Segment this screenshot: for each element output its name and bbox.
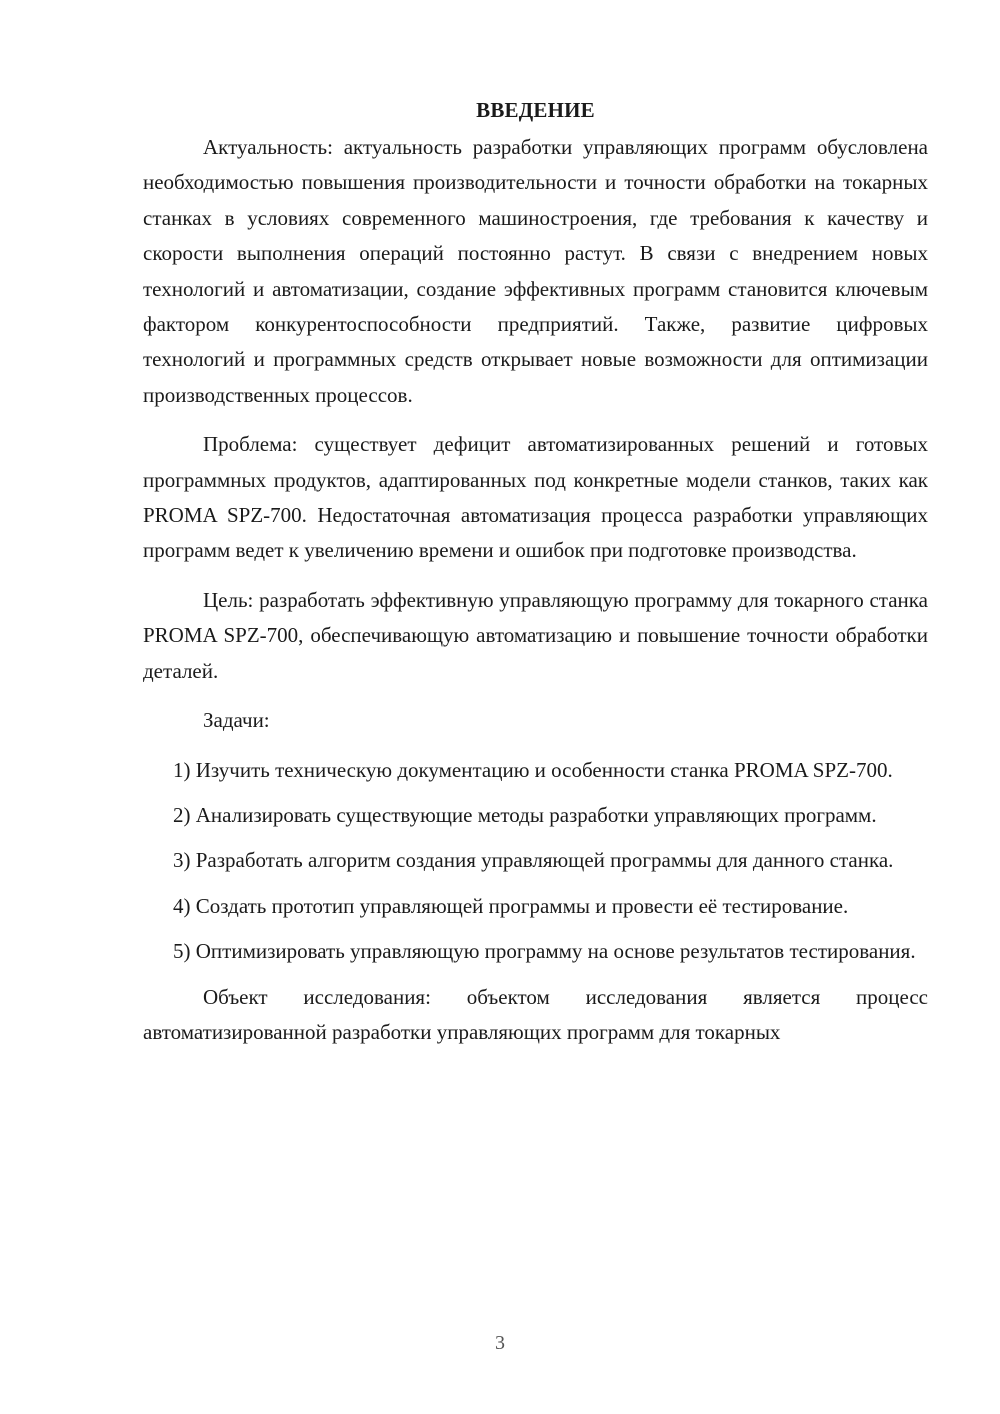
tasks-list — [143, 753, 928, 970]
paragraph-relevance: Актуальность: актуальность разработки управляющих программ обусловлена необходимостью повышения производительности и точности обработки на токарных станках в условиях современного машиностроения, где требования к качеству и скорости выполнения операций постоянно растут. В связи с внедрением новых технологий и автоматизации, создание эффективных программ становится ключевым фактором конкурентоспособности предприятий. Также, развитие цифровых технологий и программных средств открывает новые возможности для оптимизации производственных процессов. — [143, 135, 928, 407]
section-title: ВВЕДЕНИЕ — [476, 98, 595, 122]
task-item-1: 1) Изучить техническую документацию и особенности станка PROMA SPZ-700. — [173, 757, 893, 782]
task-item-2: 2) Анализировать существующие методы разработки управляющих программ. — [173, 802, 877, 827]
task-item-3: 3) Разработать алгоритм создания управляющей программы для данного станка. — [173, 848, 894, 873]
task-item-4: 4) Создать прототип управляющей программы и провести её тестирование. — [173, 893, 849, 918]
page-number: 3 — [495, 1332, 505, 1354]
tasks-label: Задачи: — [203, 708, 270, 733]
task-item-5: 5) Оптимизировать управляющую программу на основе результатов тестирования. — [173, 939, 916, 964]
document-body — [143, 96, 928, 1064]
paragraph-problem: Проблема: существует дефицит автоматизированных решений и готовых программных продуктов, адаптированных под конкретные модели станков, таких как PROMA SPZ-700. Недостаточная автоматизация процесса разработки управляющих программ ведет к увеличению времени и ошибок при подготовке производства. — [143, 432, 928, 563]
paragraph-goal: Цель: разработать эффективную управляющую программу для токарного станка PROMA SPZ-700, обеспечивающую автоматизацию и повышение точности обработки деталей. — [143, 587, 928, 683]
paragraph-object: Объект исследования: объектом исследования является процесс автоматизированной разработки управляющих программ для токарных — [143, 984, 928, 1044]
